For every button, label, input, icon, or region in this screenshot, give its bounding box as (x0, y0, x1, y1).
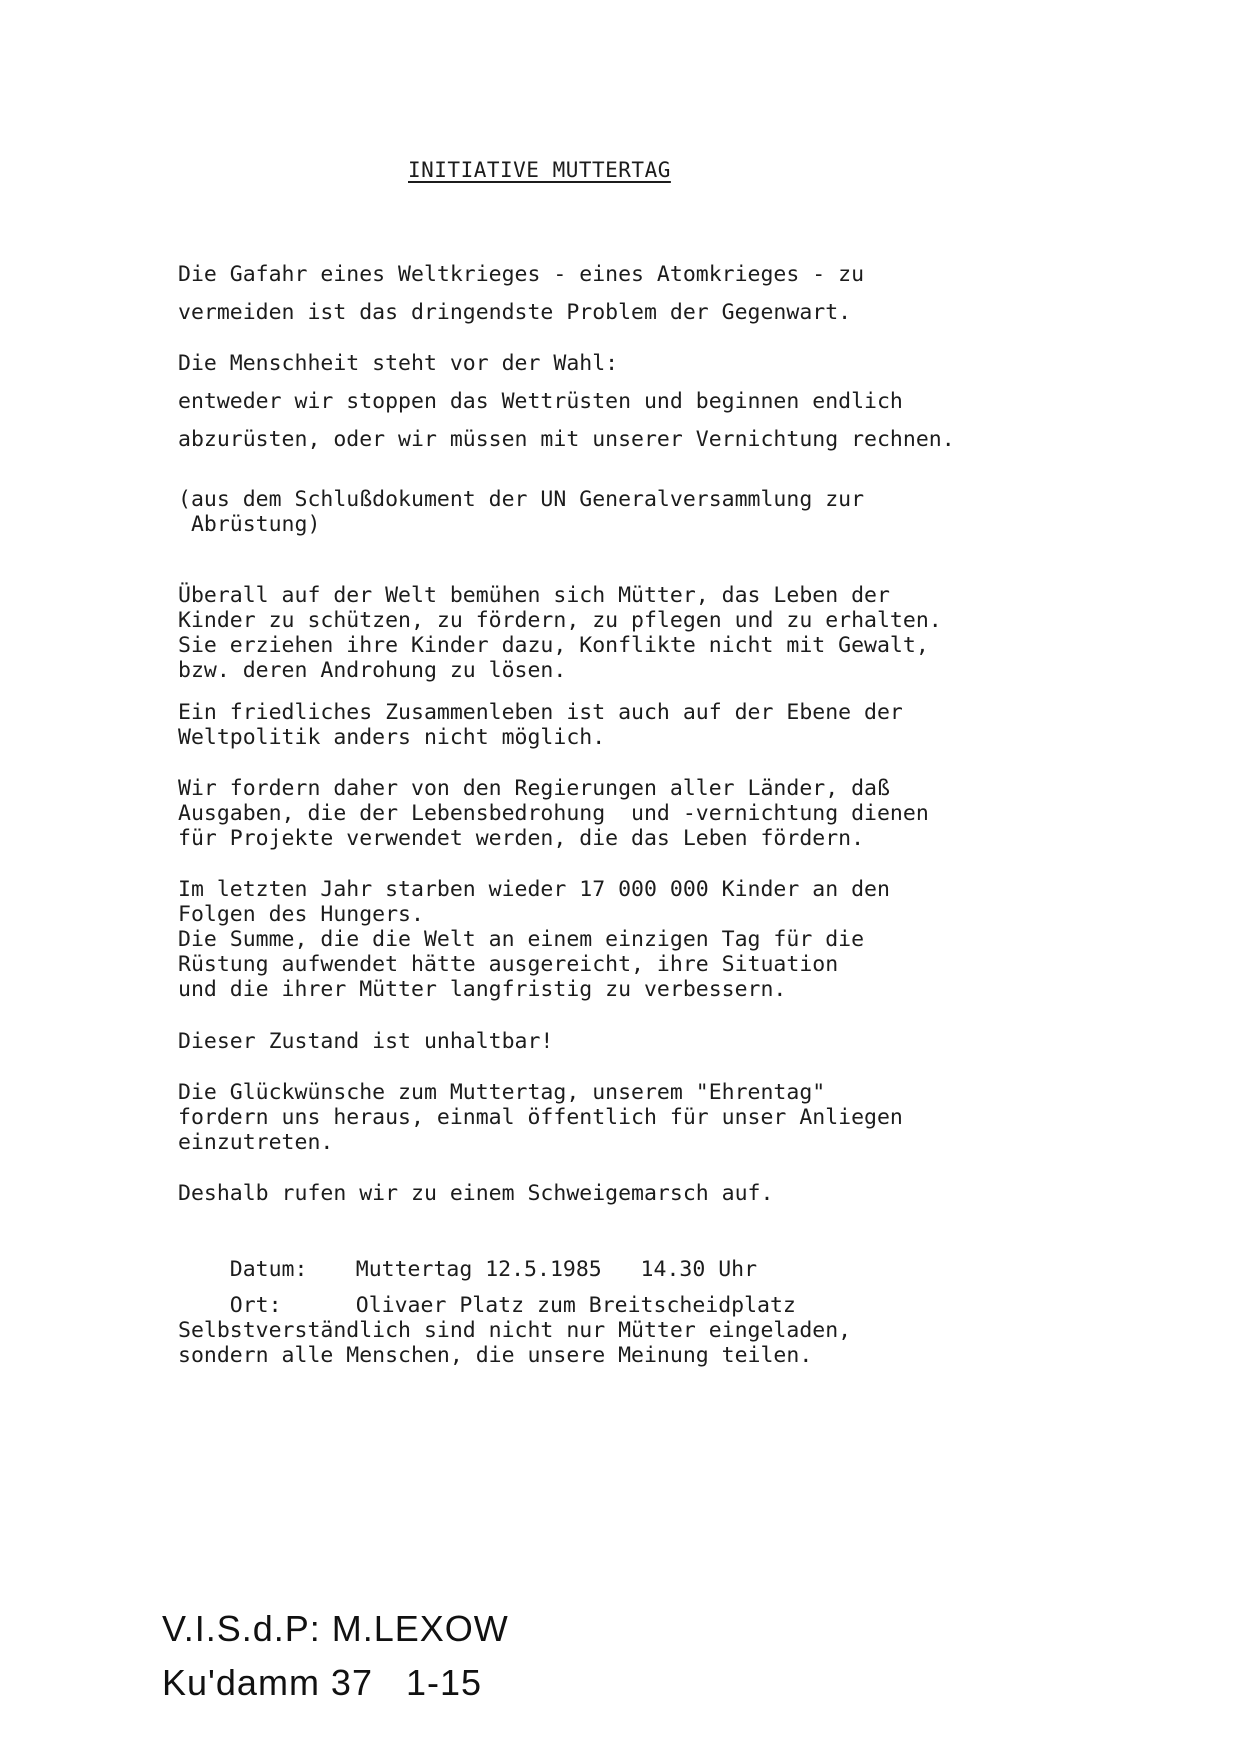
document-title: INITIATIVE MUTTERTAG (408, 158, 671, 182)
intro-paragraph: Die Gafahr eines Weltkrieges - eines Atomkrieges - zu vermeiden ist das dringendste Problem der Gegenwart. (178, 262, 865, 325)
address-stamp: Ku'damm 37 1-15 (162, 1662, 483, 1703)
call-to-march-paragraph: Deshalb rufen wir zu einem Schweigemarsch auf. (178, 1181, 774, 1206)
peace-paragraph: Ein friedliches Zusammenleben ist auch auf der Ebene der Weltpolitik anders nicht möglich. (178, 700, 903, 750)
choice-paragraph: Die Menschheit steht vor der Wahl: entweder wir stoppen das Wettrüsten und beginnen endlich abzurüsten, oder wir müssen mit unserer Vernichtung rechnen. (178, 351, 955, 452)
mothers-paragraph: Überall auf der Welt bemühen sich Mütter, das Leben der Kinder zu schützen, zu fördern, zu pflegen und zu erhalten. Sie erziehen ihre Kinder dazu, Konflikte nicht mit Gewalt, bzw. deren Androhung zu lösen. (178, 583, 942, 683)
date-value: Muttertag 12.5.1985 14.30 Uhr (355, 1257, 758, 1282)
congratulations-paragraph: Die Glückwünsche zum Muttertag, unserem "Ehrentag" fordern uns heraus, einmal öffentlich für unser Anliegen einzutreten. (178, 1080, 903, 1155)
place-label: Ort: (229, 1293, 282, 1318)
date-label: Datum: (229, 1257, 308, 1282)
demand-paragraph: Wir fordern daher von den Regierungen aller Länder, daß Ausgaben, die der Lebensbedrohung und -vernichtung dienen für Projekte verwendet werden, die das Leben fördern. (178, 776, 929, 851)
closing-paragraph: Selbstverständlich sind nicht nur Mütter eingeladen, sondern alle Menschen, die unsere Meinung teilen. (178, 1318, 852, 1368)
citation-paragraph: (aus dem Schlußdokument der UN Generalversammlung zur Abrüstung) (178, 487, 865, 537)
untenable-paragraph: Dieser Zustand ist unhaltbar! (178, 1029, 554, 1054)
responsible-person-stamp: V.I.S.d.P: M.LEXOW (162, 1608, 509, 1649)
place-value: Olivaer Platz zum Breitscheidplatz (355, 1293, 796, 1318)
hunger-paragraph: Im letzten Jahr starben wieder 17 000 000 Kinder an den Folgen des Hungers. Die Summe, die die Welt an einem einzigen Tag für die Rüstung aufwendet hätte ausgereicht, ihre Situation und die ihrer Mütter langfristig zu verbessern. (178, 877, 890, 1002)
